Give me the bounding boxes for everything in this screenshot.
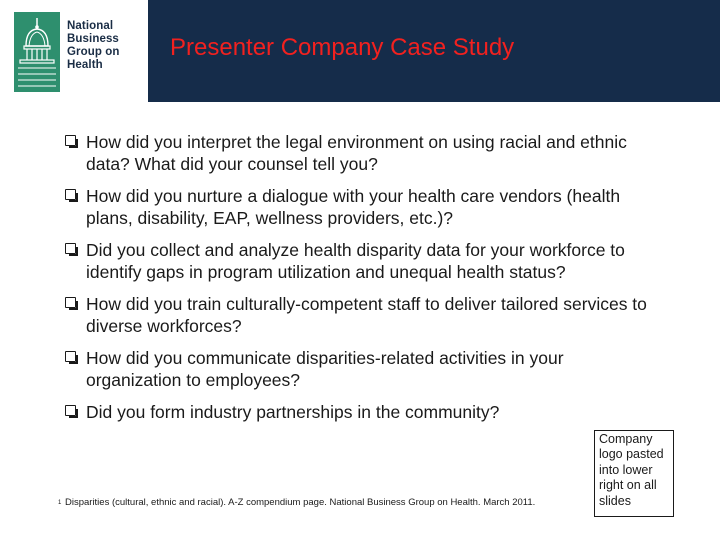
list-item-text: How did you train culturally-competent staff to deliver tailored services to diverse workforces? [86, 294, 647, 336]
checkbox-bullet-icon [65, 405, 76, 416]
list-item-text: Did you collect and analyze health disparity data for your workforce to identify gaps in program utilization and unequal health status? [86, 240, 625, 282]
logo-placeholder-callout [594, 430, 674, 517]
footnote-text: Disparities (cultural, ethnic and racial). A-Z compendium page. National Business Group on Health. March 2011. [64, 497, 536, 508]
logo-line: Business [67, 33, 119, 45]
list-item [62, 401, 606, 423]
list-item [62, 131, 662, 175]
logo-line: National [67, 20, 114, 32]
logo-area [0, 0, 148, 102]
logo-line: Health [67, 59, 103, 71]
list-item [62, 239, 662, 283]
checkbox-bullet-icon [65, 243, 76, 254]
callout-text: Company logo pasted into lower right on all slides [599, 432, 664, 508]
checkbox-bullet-icon [65, 351, 76, 362]
footnote-marker: 1 [58, 500, 62, 506]
list-item [62, 185, 662, 229]
checkbox-bullet-icon [65, 297, 76, 308]
list-item-text: How did you interpret the legal environment on using racial and ethnic data? What did your counsel tell you? [86, 132, 627, 174]
logo-line: Group on [67, 46, 120, 58]
question-list [62, 131, 662, 433]
list-item-text: Did you form industry partnerships in the community? [86, 402, 500, 422]
logo-wordmark [67, 20, 120, 72]
list-item-text: How did you communicate disparities-related activities in your organization to employees? [86, 348, 564, 390]
footnote [58, 497, 584, 509]
slide-title: Presenter Company Case Study [170, 34, 515, 61]
capitol-dome-icon [14, 12, 60, 92]
checkbox-bullet-icon [65, 135, 76, 146]
list-item [62, 293, 662, 337]
checkbox-bullet-icon [65, 189, 76, 200]
list-item [62, 347, 646, 391]
list-item-text: How did you nurture a dialogue with your health care vendors (health plans, disability, EAP, wellness providers, etc.)? [86, 186, 621, 228]
header-bar [148, 0, 720, 102]
